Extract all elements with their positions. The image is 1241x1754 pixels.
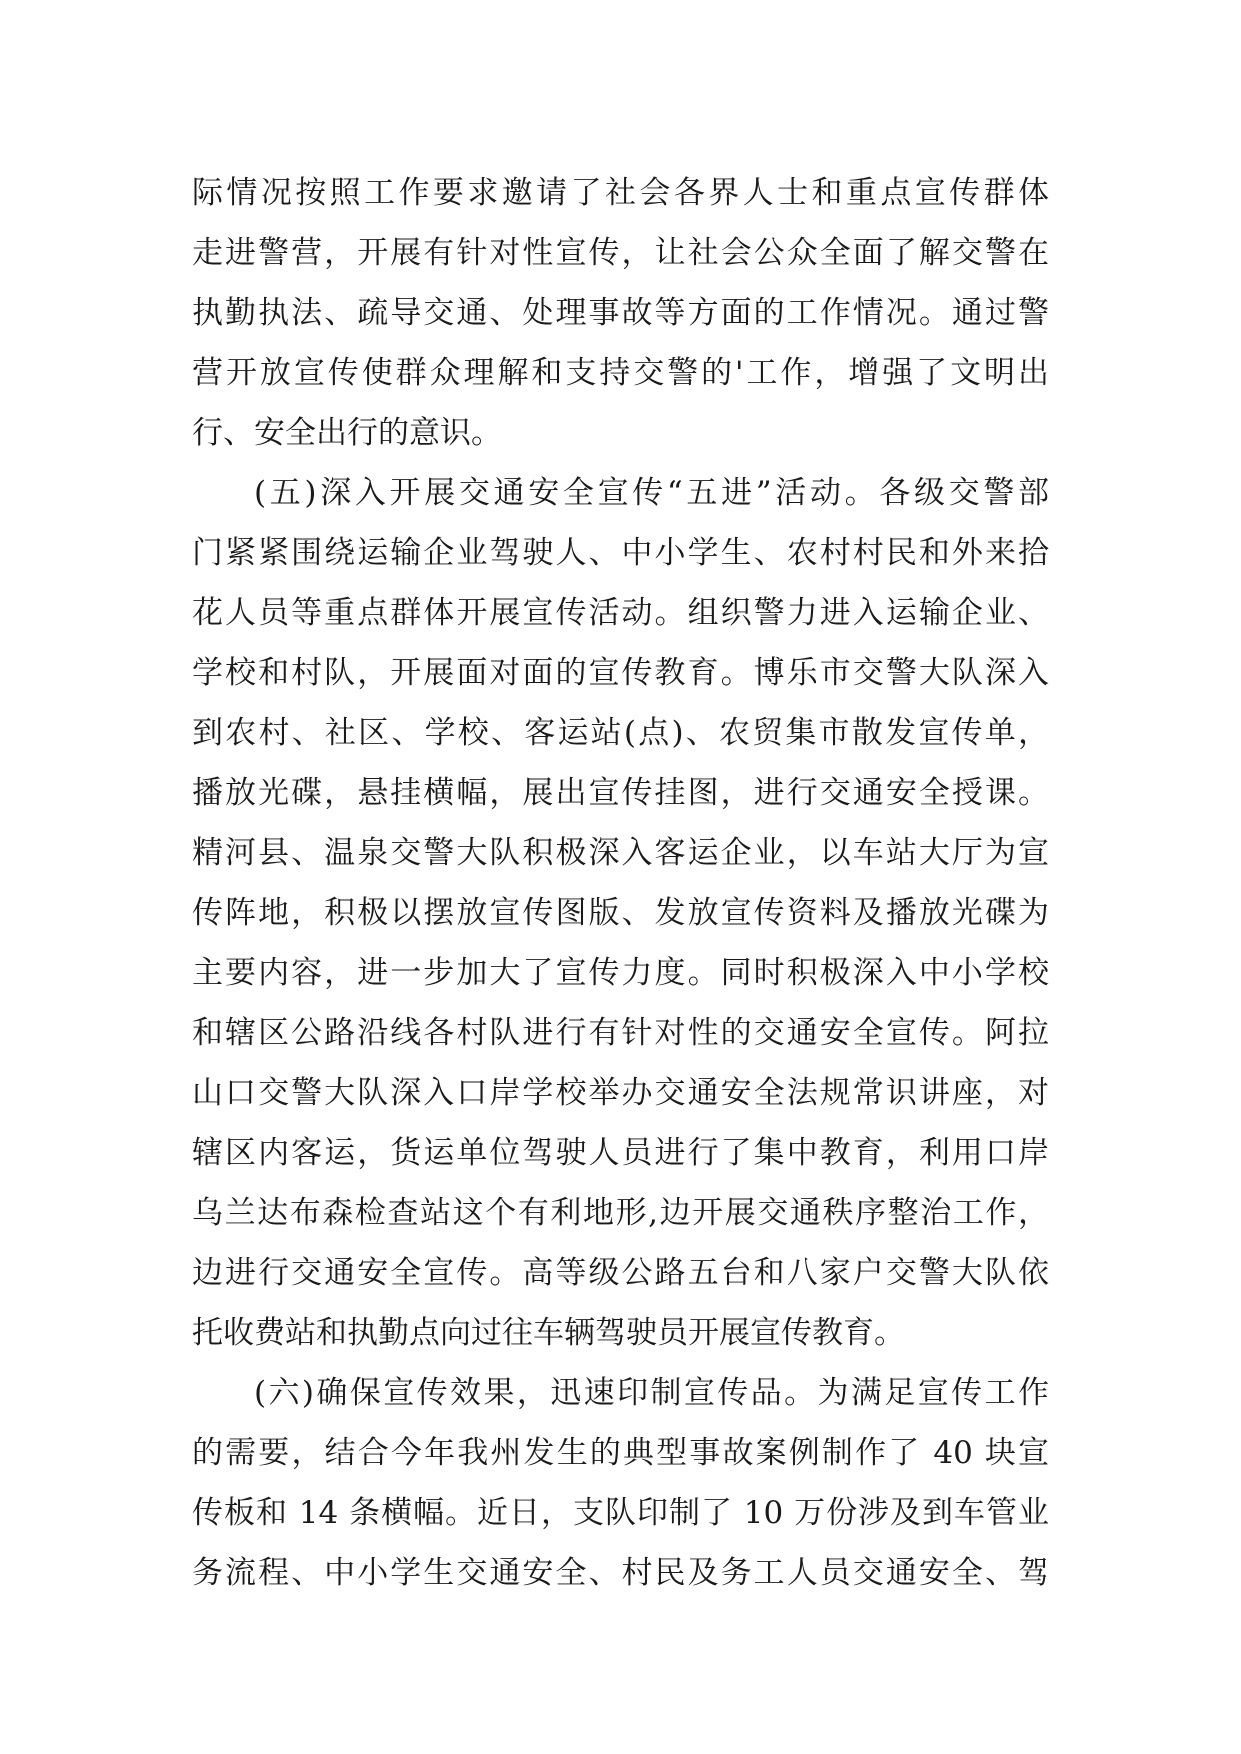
paragraph-heading-line: (五)深入开展交通安全宣传“五进”活动。各级交警部 <box>254 475 1049 511</box>
text-line: 边进行交通安全宣传。高等级公路五台和八家户交警大队依 <box>192 1255 1049 1291</box>
text-line: 的需要，结合今年我州发生的典型事故案例制作了 40 块宣 <box>192 1435 1049 1471</box>
text-line: 精河县、温泉交警大队积极深入客运企业，以车站大厅为宣 <box>192 835 1049 871</box>
text-line: 山口交警大队深入口岸学校举办交通安全法规常识讲座，对 <box>192 1075 1049 1111</box>
paragraph-heading-line: (六)确保宣传效果，迅速印制宣传品。为满足宣传工作 <box>254 1375 1049 1411</box>
text-line: 到农村、社区、学校、客运站(点)、农贸集市散发宣传单， <box>192 715 1049 751</box>
text-line: 营开放宣传使群众理解和支持交警的'工作，增强了文明出 <box>192 355 1049 391</box>
text-line: 传阵地，积极以摆放宣传图版、发放宣传资料及播放光碟为 <box>192 895 1049 931</box>
text-line: 播放光碟，悬挂横幅，展出宣传挂图，进行交通安全授课。 <box>192 775 1049 811</box>
text-line: 学校和村队，开展面对面的宣传教育。博乐市交警大队深入 <box>192 655 1049 691</box>
text-line: 乌兰达布森检查站这个有利地形,边开展交通秩序整治工作， <box>192 1195 1049 1231</box>
text-line: 传板和 14 条横幅。近日，支队印制了 10 万份涉及到车管业 <box>192 1495 1049 1531</box>
text-line: 际情况按照工作要求邀请了社会各界人士和重点宣传群体 <box>192 175 1049 211</box>
text-line: 辖区内客运，货运单位驾驶人员进行了集中教育，利用口岸 <box>192 1135 1049 1171</box>
text-line: 托收费站和执勤点向过往车辆驾驶员开展宣传教育。 <box>192 1315 905 1351</box>
text-line: 执勤执法、疏导交通、处理事故等方面的工作情况。通过警 <box>192 295 1049 331</box>
text-line: 走进警营，开展有针对性宣传，让社会公众全面了解交警在 <box>192 235 1049 271</box>
text-line: 门紧紧围绕运输企业驾驶人、中小学生、农村村民和外来拾 <box>192 535 1049 571</box>
text-line: 主要内容，进一步加大了宣传力度。同时积极深入中小学校 <box>192 955 1049 991</box>
text-line: 和辖区公路沿线各村队进行有针对性的交通安全宣传。阿拉 <box>192 1015 1049 1051</box>
text-line: 务流程、中小学生交通安全、村民及务工人员交通安全、驾 <box>192 1555 1049 1591</box>
text-line: 花人员等重点群体开展宣传活动。组织警力进入运输企业、 <box>192 595 1049 631</box>
text-line: 行、安全出行的意识。 <box>192 415 502 451</box>
